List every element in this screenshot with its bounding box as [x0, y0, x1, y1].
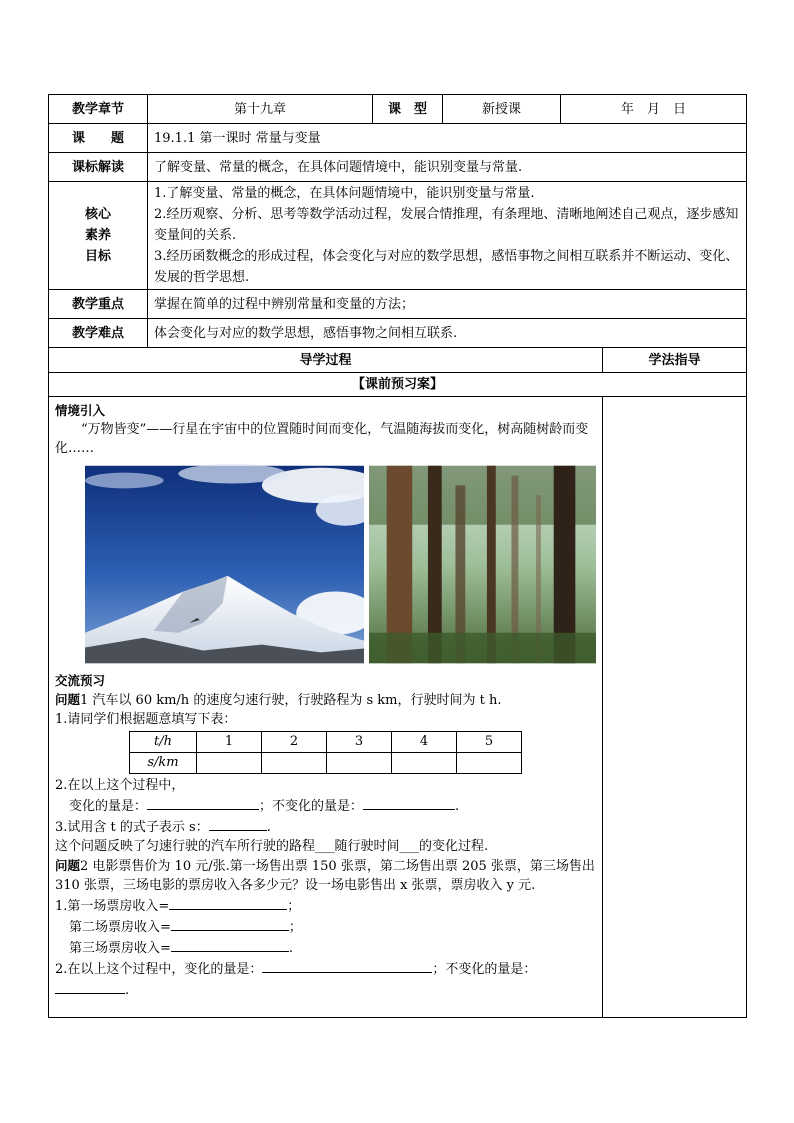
- table-blank[interactable]: [262, 753, 327, 774]
- topic-label: 课 题: [49, 124, 148, 153]
- intro-text: “万物皆变”——行星在宇宙中的位置随时间而变化，气温随海拔而变化，树高随树龄而变化……: [55, 422, 589, 456]
- answer-blank[interactable]: [363, 795, 455, 810]
- answer-blank[interactable]: [169, 895, 287, 910]
- answer-blank[interactable]: [262, 958, 432, 973]
- key-row: [49, 290, 747, 319]
- lesson-plan-table: [48, 94, 747, 1018]
- key-label: 教学重点: [49, 290, 148, 319]
- table-col-3: 3: [327, 732, 392, 753]
- answer-blank[interactable]: [147, 795, 259, 810]
- q2-text: 2 电影票售价为 10 元/张.第一场售出票 150 张票，第二场售出票 205 张票，第三场售出 310 张票，三场电影的票房收入各多少元？设一场电影售出 x 张票，票房收入 y 元.: [55, 859, 595, 893]
- table-blank[interactable]: [392, 753, 457, 774]
- q1-step2: 2.在以上这个过程中，: [55, 778, 185, 793]
- q1-var-line: 变化的量是： ；不变化的量是： .: [55, 795, 596, 816]
- q2-step2-cont: .: [55, 979, 596, 1000]
- chapter-label: 教学章节: [49, 95, 148, 124]
- standard-label: 课标解读: [49, 153, 148, 182]
- header-row: [49, 95, 747, 124]
- guide-column: [603, 397, 747, 1018]
- table-blank[interactable]: [327, 753, 392, 774]
- table-col-2: 2: [262, 732, 327, 753]
- q2-line3: 第三场票房收入= .: [55, 937, 596, 958]
- topic-value: 19.1.1 第一课时 常量与变量: [148, 124, 747, 153]
- q1: [55, 690, 596, 710]
- redwood-forest-photo: [369, 464, 596, 665]
- intro-images: [85, 464, 596, 665]
- core-item-1: 1.了解变量、常量的概念，在具体问题情境中，能识别变量与常量.: [154, 186, 535, 201]
- core-item-2: 2.经历观察、分析、思考等数学活动过程，发展合情推理，有条理地、清晰地阐述自己观点，逐步感知变量间的关系.: [154, 207, 739, 243]
- table-col-1: 1: [197, 732, 262, 753]
- type-label: 课 型: [373, 95, 443, 124]
- table-blank[interactable]: [457, 753, 522, 774]
- table-head-t: t/h: [130, 732, 197, 753]
- content-row: [49, 397, 747, 1018]
- q1-step3-line: 3.试用含 t 的式子表示 s： .: [55, 816, 596, 837]
- q2-line2: 第二场票房收入= ；: [55, 916, 596, 937]
- difficult-row: [49, 319, 747, 348]
- q2: [55, 856, 596, 895]
- q1-step3: 3.试用含 t 的式子表示 s：: [55, 820, 209, 835]
- q2-line1-label: 1.第一场票房收入=: [55, 899, 170, 914]
- core-label: [49, 182, 148, 290]
- answer-blank[interactable]: [209, 816, 267, 831]
- core-label-1: 核心: [84, 207, 111, 222]
- preview-title: 【课前预习案】: [49, 373, 747, 397]
- lesson-plan-page: [48, 94, 746, 1018]
- core-items: [148, 182, 747, 290]
- exchange-title: 交流预习: [55, 673, 106, 688]
- table-col-4: 4: [392, 732, 457, 753]
- topic-row: [49, 124, 747, 153]
- q2-step2-tail: ；不变化的量是：: [432, 962, 537, 977]
- core-label-3: 目标: [84, 249, 111, 264]
- mountain-sky-photo: [85, 464, 364, 665]
- q2-step2-label: 2.在以上这个过程中，变化的量是：: [55, 962, 263, 977]
- intro-title: 情境引入: [55, 403, 106, 418]
- process-header: 导学过程: [49, 348, 603, 373]
- table-head-s: s/km: [130, 753, 197, 774]
- key-value: 掌握在简单的过程中辨别常量和变量的方法；: [148, 290, 747, 319]
- chapter-value: 第十九章: [148, 95, 373, 124]
- q2-line2-label: 第二场票房收入=: [69, 920, 171, 935]
- table-col-5: 5: [457, 732, 522, 753]
- core-row: [49, 182, 747, 290]
- standard-value: 了解变量、常量的概念，在具体问题情境中，能识别变量与常量.: [148, 153, 747, 182]
- core-item-3: 3.经历函数概念的形成过程，体会变化与对应的数学思想，感悟事物之间相互联系并不断运动、变化、发展的哲学思想.: [154, 249, 739, 285]
- q2-step2: [55, 958, 596, 979]
- preview-row: [49, 373, 747, 397]
- q1-reflect: 这个问题反映了匀速行驶的汽车所行驶的路程___随行驶时间___的变化过程.: [55, 839, 489, 854]
- type-value: 新授课: [443, 95, 561, 124]
- q1-const-label: ；不变化的量是：: [259, 799, 364, 814]
- answer-blank[interactable]: [171, 937, 289, 952]
- core-label-2: 素养: [84, 228, 111, 243]
- q1-var-label: 变化的量是：: [69, 799, 148, 814]
- answer-blank[interactable]: [171, 916, 289, 931]
- q2-line1: 1.第一场票房收入= ；: [55, 895, 596, 916]
- difficult-value: 体会变化与对应的数学思想，感悟事物之间相互联系.: [148, 319, 747, 348]
- q2-line3-label: 第三场票房收入=: [69, 941, 171, 956]
- q2-label: 问题: [55, 858, 81, 873]
- answer-blank[interactable]: [55, 979, 125, 994]
- q1-step1: 1.请同学们根据题意填写下表：: [55, 712, 237, 727]
- date-value: 年 月 日: [561, 95, 747, 124]
- standard-row: [49, 153, 747, 182]
- difficult-label: 教学难点: [49, 319, 148, 348]
- process-header-row: [49, 348, 747, 373]
- q1-label: 问题: [55, 692, 81, 707]
- guide-header: 学法指导: [603, 348, 747, 373]
- table-blank[interactable]: [197, 753, 262, 774]
- distance-table: [129, 731, 522, 774]
- q1-text: 1 汽车以 60 km/h 的速度匀速行驶，行驶路程为 s km，行驶时间为 t h.: [80, 693, 502, 708]
- process-content: [49, 397, 603, 1018]
